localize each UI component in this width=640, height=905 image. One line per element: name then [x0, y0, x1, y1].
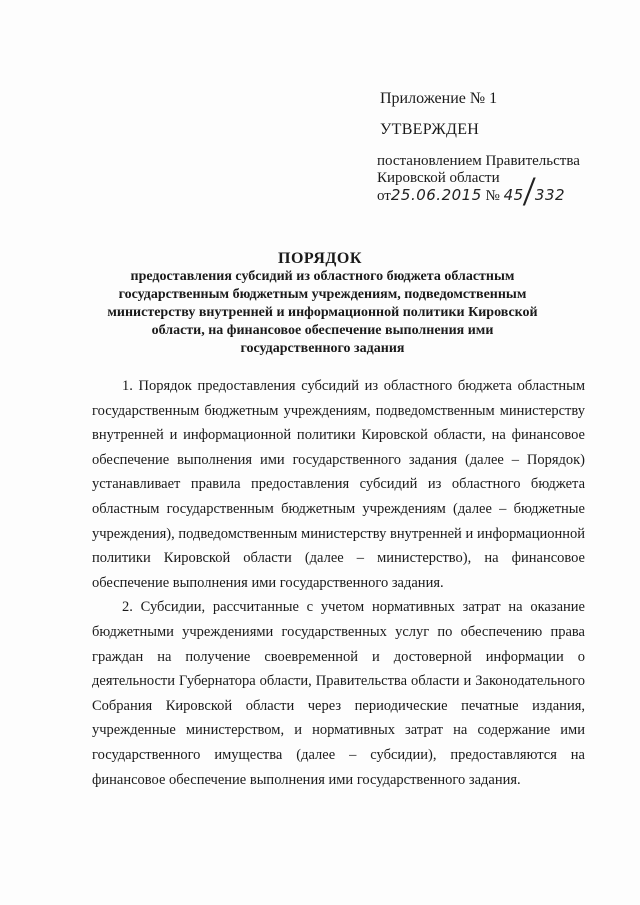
- body-paragraph-2: 2. Субсидии, рассчитанные с учетом нормативных затрат на оказание бюджетными учреждениями государственных услуг по обеспечению права граждан на получение своевременной и достоверной информации о деятельности Губернатора области, Правительства области и Законодательного Собрания Кировской области через периодические печатные издания, учрежденные министерством, и нормативных затрат на содержание ими государственного имущества (далее – субсидии), предоставляются на финансовое обеспечение выполнения ими государственного задания.: [92, 599, 585, 788]
- decree-number-label: №: [485, 188, 500, 204]
- approved-stamp-label: УТВЕРЖДЕН: [380, 121, 480, 138]
- decree-line-2: Кировской области: [377, 170, 500, 186]
- body-paragraph-1: 1. Порядок предоставления субсидий из областного бюджета областным государственным бюджетным учреждениям, подведомственным министерству внутренней и информационной политики Кировской области, на финансовое обеспечение выполнения ими государственного задания (далее – Порядок) устанавливает правила предоставления субсидий из областного бюджета областным государственным бюджетным учреждениям (далее – бюджетные учреждения), подведомственным министерству внутренней и информационной политики Кировской области (далее – министерство), на финансовое обеспечение выполнения ими государственного задания.: [92, 378, 585, 591]
- decree-number-slash: /: [524, 172, 534, 212]
- decree-from-label: от: [377, 188, 391, 204]
- decree-line-1: постановлением Правительства: [377, 153, 580, 169]
- decree-reference: [377, 153, 617, 212]
- appendix-label: Приложение № 1: [380, 90, 498, 107]
- decree-date-handwritten: 25.06.2015: [390, 186, 482, 204]
- document-subtitle: предоставления субсидий из областного бюджета областным государственным бюджетным учреждениям, подведомственным министерству внутренней и информационной политики Кировской области, на финансовое обеспечение выполнения ими государственного задания: [107, 269, 538, 356]
- document-body: [92, 374, 585, 792]
- document-title: ПОРЯДОК: [278, 250, 362, 267]
- decree-number-handwritten-b: 332: [534, 186, 566, 204]
- decree-number-handwritten-a: 45: [503, 186, 524, 204]
